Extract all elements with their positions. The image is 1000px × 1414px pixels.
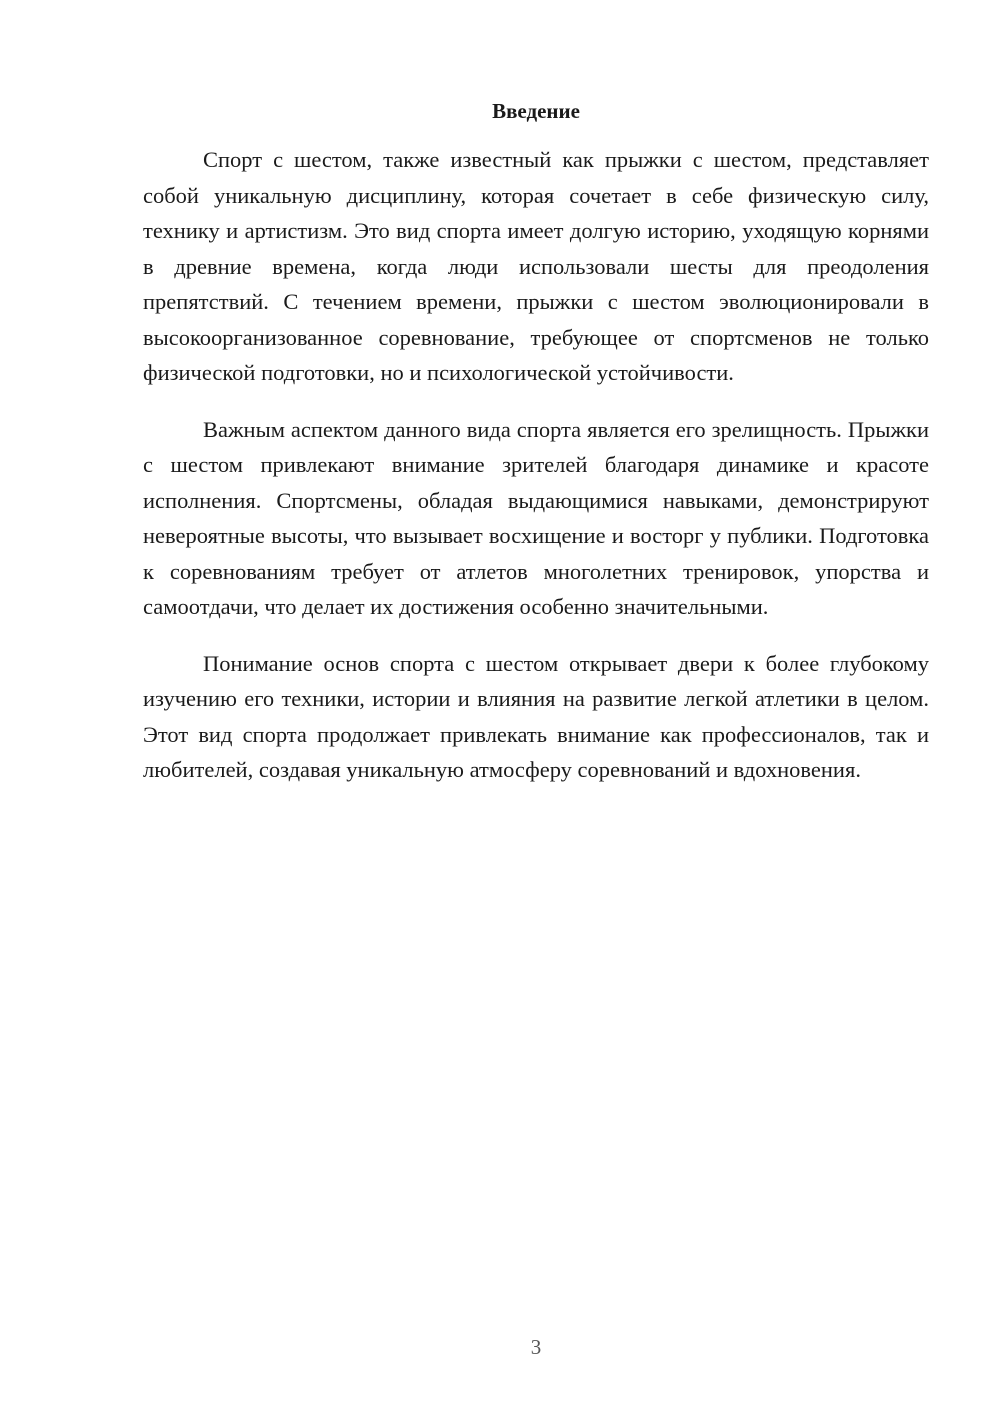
page-number: 3 — [530, 1335, 542, 1359]
paragraph-3: Понимание основ спорта с шестом открывает двери к более глубокому изучению его техники, истории и влияния на развитие легкой атлетики в целом. Этот вид спорта продолжает привлекать внимание как профессионалов, так и любителей, создавая уникальную атмосферу соревнований и вдохновения. — [143, 650, 929, 782]
paragraph-1: Спорт с шестом, также известный как прыжки с шестом, представляет собой уникальную дисциплину, которая сочетает в себе физическую силу, технику и артистизм. Это вид спорта имеет долгую историю, уходящую корнями в древние времена, когда люди использовали шесты для преодоления препятствий. С течением времени, прыжки с шестом эволюционировали в высокоорганизованное соревнование, требующее от спортсменов не только физической подготовки, но и психологической устойчивости. — [143, 147, 929, 385]
paragraph-2: Важным аспектом данного вида спорта является его зрелищность. Прыжки с шестом привлекают внимание зрителей благодаря динамике и красоте исполнения. Спортсмены, обладая выдающимися навыками, демонстрируют невероятные высоты, что вызывает восхищение и восторг у публики. Подготовка к соревнованиям требует от атлетов многолетних тренировок, упорства и самоотдачи, что делает их достижения особенно значительными. — [143, 416, 929, 619]
body-text — [143, 142, 929, 809]
page-title: Введение — [492, 99, 580, 123]
